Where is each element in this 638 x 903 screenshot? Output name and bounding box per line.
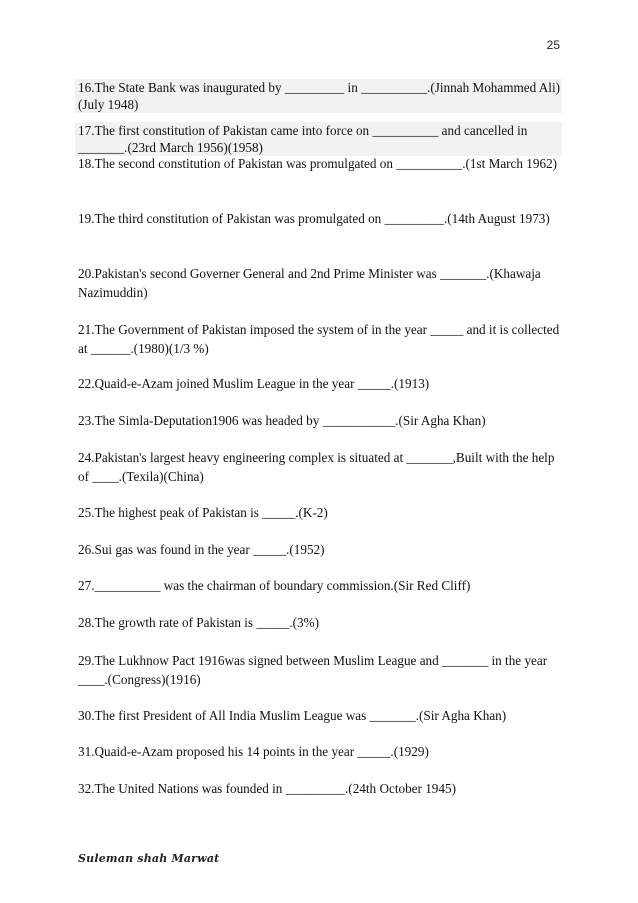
question-29: 29.The Lukhnow Pact 1916was signed between Muslim League and _______ in the year ____.(Congress)(1916) [78, 653, 548, 687]
question-26: 26.Sui gas was found in the year _____.(1952) [78, 542, 325, 557]
question-19: 19.The third constitution of Pakistan was promulgated on _________.(14th August 1973) [78, 211, 550, 226]
question-24: 24.Pakistan's largest heavy engineering complex is situated at _______,Built with the help of ____.(Texila)(China) [78, 450, 555, 484]
page-number: 25 [546, 38, 560, 52]
question-16: 16.The State Bank was inaugurated by _________ in __________.(Jinnah Mohammed Ali)(July 1948) [75, 79, 562, 113]
question-27: 27.__________ was the chairman of boundary commission.(Sir Red Cliff) [78, 578, 471, 593]
question-20: 20.Pakistan's second Governer General and 2nd Prime Minister was _______.(Khawaja Nazimuddin) [78, 266, 541, 300]
question-17: 17.The first constitution of Pakistan came into force on __________ and cancelled in _______.(23rd March 1956)(1958) [75, 122, 562, 156]
question-22: 22.Quaid-e-Azam joined Muslim League in the year _____.(1913) [78, 376, 430, 391]
question-31: 31.Quaid-e-Azam proposed his 14 points in the year _____.(1929) [78, 744, 429, 759]
footer-signature: Suleman shah Marwat [78, 852, 220, 865]
question-21: 21.The Government of Pakistan imposed the system of in the year _____ and it is collected at ______.(1980)(1/3 %) [78, 322, 560, 356]
question-30: 30.The first President of All India Muslim League was _______.(Sir Agha Khan) [78, 708, 507, 723]
question-18: 18.The second constitution of Pakistan was promulgated on __________.(1st March 1962) [78, 156, 558, 171]
question-32: 32.The United Nations was founded in _________.(24th October 1945) [78, 781, 456, 796]
question-28: 28.The growth rate of Pakistan is _____.(3%) [78, 615, 319, 630]
question-23: 23.The Simla-Deputation1906 was headed by ___________.(Sir Agha Khan) [78, 413, 486, 428]
question-25: 25.The highest peak of Pakistan is _____.(K-2) [78, 505, 328, 520]
